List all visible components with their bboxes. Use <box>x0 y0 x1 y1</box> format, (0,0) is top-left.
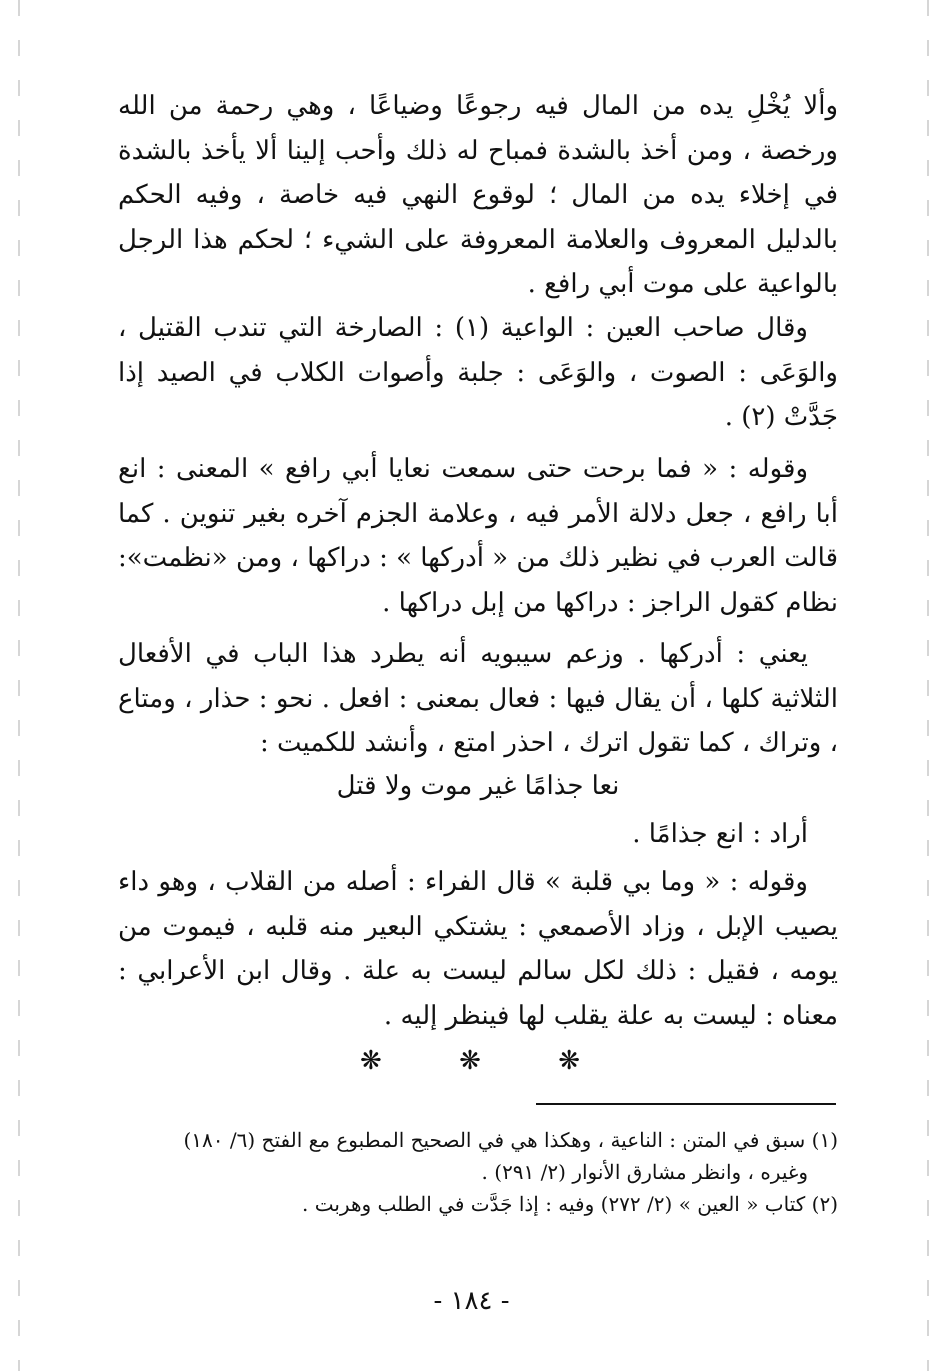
footnotes <box>118 1124 838 1220</box>
paragraph-text: وقوله : « فما برحت حتى سمعت نعايا أبي رافع » المعنى : انع أبا رافع ، جعل دلالة الأمر فيه ، وعلامة الجزم آخره بغير تنوين . كما قالت العرب في نظير ذلك من « أدركها » : دراكها ، ومن «نظمت»: نظام كقول الراجز : دراكها من إبل دراكها . <box>118 454 838 618</box>
scan-margin-right <box>927 0 929 1371</box>
footnote-2: (٢) كتاب « العين » (٢/ ٢٧٢) وفيه : إذا جَدَّت في الطلب وهربت . <box>302 1192 838 1216</box>
star-icon: ❋ <box>360 1046 382 1076</box>
paragraph-3 <box>118 447 838 625</box>
paragraph-text: وقال صاحب العين : الواعية (١) : الصارخة التي تندب القتيل ، والوَعَى : الصوت ، والوَعَى : جلبة وأصوات الكلاب في الصيد إذا جَدَّتْ (٢) . <box>118 313 838 432</box>
poetry-verse: نعا جذامًا غير موت ولا قتل <box>336 771 620 801</box>
paragraph-5 <box>118 812 838 857</box>
section-separator <box>360 1046 580 1076</box>
scan-margin-left <box>18 0 20 1371</box>
paragraph-text: يعني : أدركها . وزعم سيبويه أنه يطرد هذا الباب في الأفعال الثلاثية كلها ، أن يقال فيها : فعال بمعنى : افعل . نحو : حذار ، ومتاع ، وتراك ، كما تقول اترك ، احذر امتع ، وأنشد للكميت : <box>118 639 838 758</box>
paragraph-2 <box>118 306 838 440</box>
footnote-1: (١) سبق في المتن : الناعية ، وهكذا هي في الصحيح المطبوع مع الفتح (٦/ ١٨٠) <box>183 1128 838 1152</box>
paragraph-text: وقوله : « وما بي قلبة » قال الفراء : أصله من القلاب ، وهو داء يصيب الإبل ، وزاد الأصمعي : يشتكي البعير منه قلبه ، فيموت من يومه ، فقيل : ذلك لكل سالم ليست به علة . وقال ابن الأعرابي : معناه : ليست به علة يقلب لها فينظر إليه . <box>118 867 838 1031</box>
paragraph-text: أراد : انع جذامًا . <box>632 819 808 849</box>
paragraph-1 <box>118 84 838 307</box>
footnote-rule <box>536 1103 836 1105</box>
paragraph-6 <box>118 860 838 1038</box>
footnote-1-continued: وغيره ، وانظر مشارق الأنوار (٢/ ٢٩١) . <box>481 1160 808 1184</box>
paragraph-4 <box>118 632 838 766</box>
paragraph-text: وألا يُخْلِ يده من المال فيه رجوعًا وضياعًا ، وهي رحمة من الله ورخصة ، ومن أخذ بالشدة فمباح له ذلك وأحب إلينا ألا يأخذ بالشدة في إخلاء يده من المال ؛ لوقوع النهي فيه خاصة ، وفيه الحكم بالدليل المعروف والعلامة المعروفة على الشيء ؛ لحكم هذا الرجل بالواعية على موت أبي رافع . <box>118 91 838 299</box>
star-icon: ❋ <box>558 1046 580 1076</box>
star-icon: ❋ <box>459 1046 481 1076</box>
page-number: - ١٨٤ - <box>433 1286 510 1316</box>
